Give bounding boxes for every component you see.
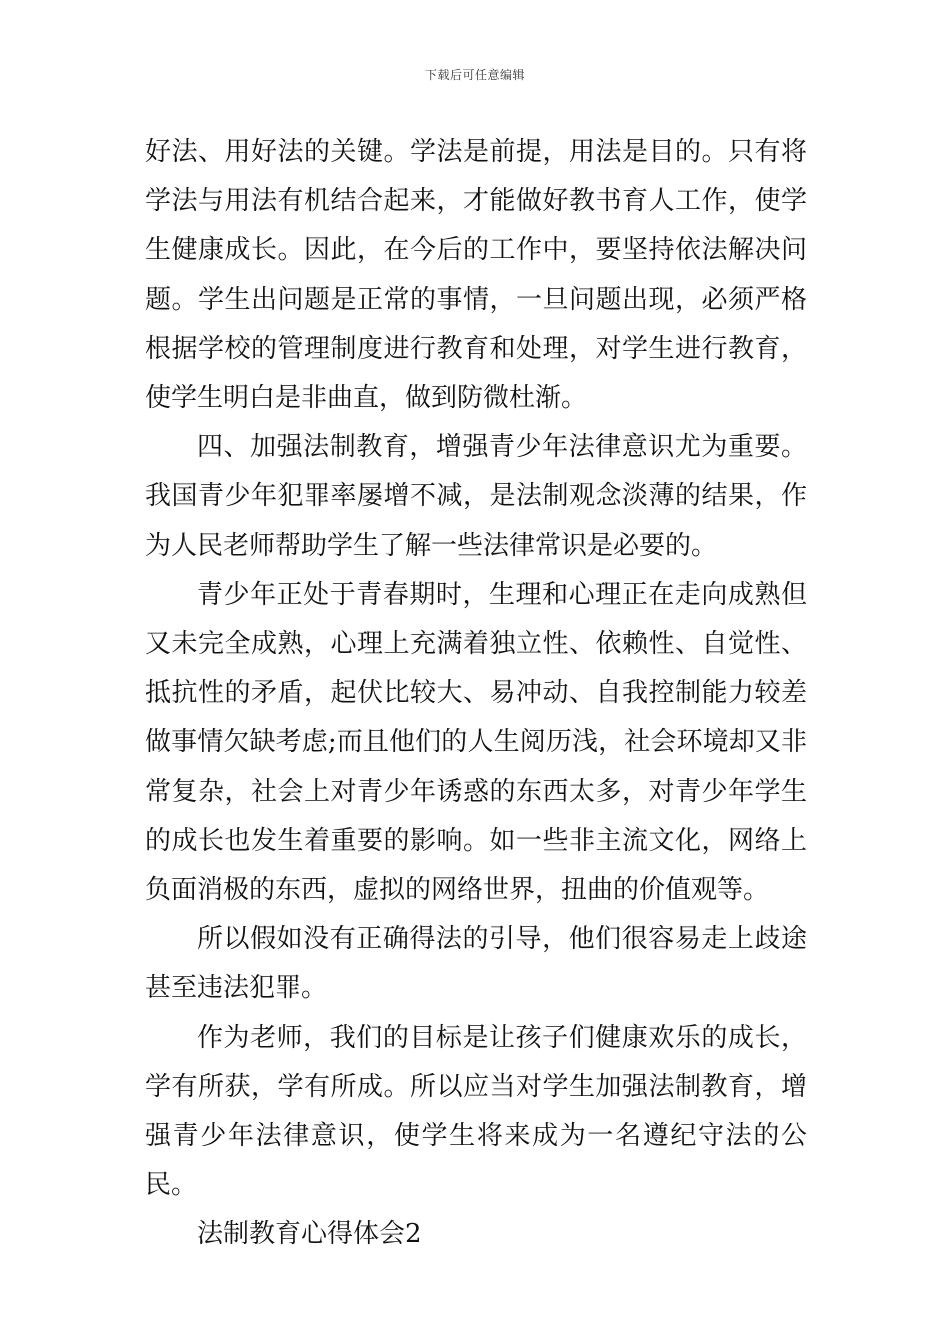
paragraph-adolescence: 青少年正处于青春期时，生理和心理正在走向成熟但又未完全成熟，心理上充满着独立性、依赖性、自觉性、抵抗性的矛盾，起伏比较大、易冲动、自我控制能力较差做事情欠缺考虑;而且他们的人生阅历浅，社会环境却又非常复杂，社会上对青少年诱惑的东西太多，对青少年学生的成长也发生着重要的影响。如一些非主流文化，网络上负面消极的东西，虚拟的网络世界，扭曲的价值观等。 [145, 579, 807, 906]
page-header: 下载后可任意编辑 [424, 68, 525, 82]
paragraph-legal-awareness: 四、加强法制教育，增强青少年法律意识尤为重要。我国青少年犯罪率屡增不减，是法制观念淡薄的结果，作为人民老师帮助学生了解一些法律常识是必要的。 [145, 432, 807, 561]
section-title: 法制教育心得体会2 [197, 1219, 422, 1250]
paragraph-guidance: 所以假如没有正确得法的引导，他们很容易走上歧途甚至违法犯罪。 [145, 924, 807, 1004]
document-body [145, 128, 807, 1260]
paragraph-teacher-goal: 作为老师，我们的目标是让孩子们健康欢乐的成长，学有所获，学有所成。所以应当对学生加强法制教育，增强青少年法律意识，使学生将来成为一名遵纪守法的公民。 [145, 1022, 807, 1201]
paragraph-continuation: 好法、用好法的关键。学法是前提，用法是目的。只有将学法与用法有机结合起来，才能做好教书育人工作，使学生健康成长。因此，在今后的工作中，要坚持依法解决问题。学生出问题是正常的事情，一旦问题出现，必须严格根据学校的管理制度进行教育和处理，对学生进行教育，使学生明白是非曲直，做到防微杜渐。 [145, 137, 807, 414]
